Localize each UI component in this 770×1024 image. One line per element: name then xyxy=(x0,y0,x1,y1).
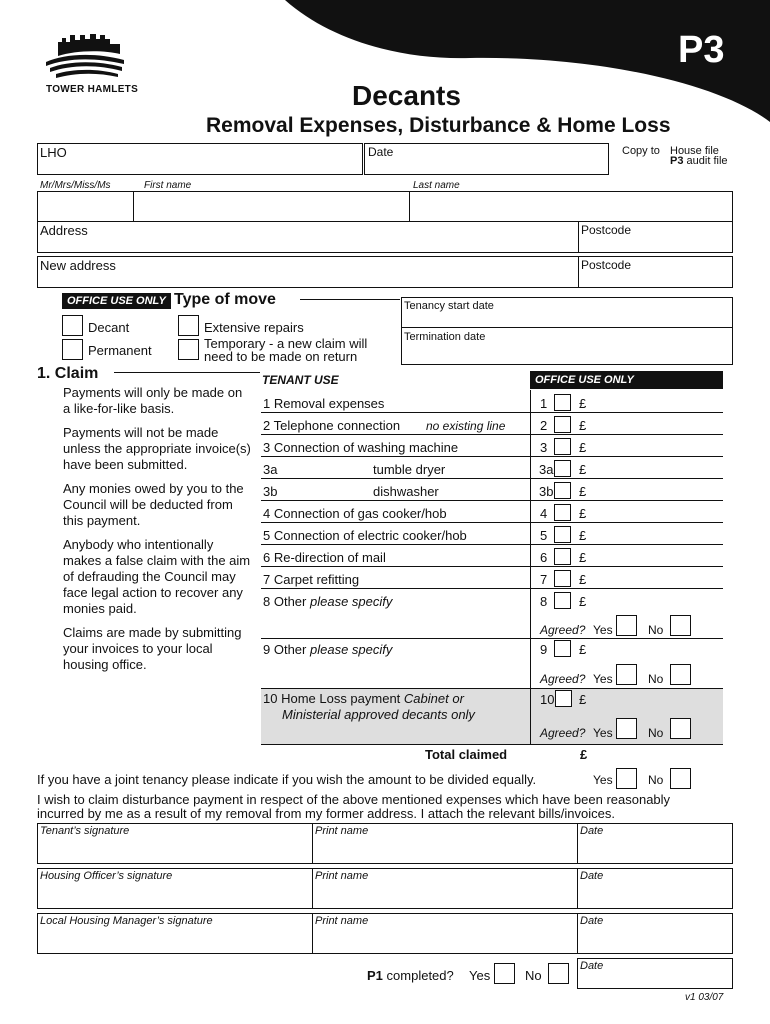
item-3a-checkbox[interactable] xyxy=(554,460,571,477)
row-rule-4 xyxy=(261,478,723,479)
row-rule-9 xyxy=(261,588,723,589)
item-8-label xyxy=(263,594,392,609)
postcode-field[interactable] xyxy=(578,221,733,253)
item-9-text: 9 Other xyxy=(263,642,307,657)
claim-note: Anybody who intentionally makes a false claim with the aim of defrauding the Council may face legal action to recover any monies paid. xyxy=(63,537,251,616)
manager-print-name-field[interactable] xyxy=(312,913,578,954)
housing-officer-date-field[interactable] xyxy=(577,868,733,909)
termination-date-field[interactable] xyxy=(401,327,733,365)
audit-file-code: P3 xyxy=(670,155,684,167)
manager-print-name-label: Print name xyxy=(315,915,369,927)
item-3b-label: 3b xyxy=(263,484,278,499)
new-address-label: New address xyxy=(40,258,116,273)
declaration-line-2: incurred by me as a result of my removal from my former address. I attach the relevant bills/invoices. xyxy=(37,806,615,821)
claim-note: Payments will only be made on a like-for-like basis. xyxy=(63,385,243,416)
tenancy-start-date-field[interactable] xyxy=(401,297,733,328)
item-10-currency: £ xyxy=(579,692,587,707)
item-8-specify: please specify xyxy=(309,594,393,609)
item-10-agreed-label: Agreed? xyxy=(540,726,586,740)
housing-officer-print-name-field[interactable] xyxy=(312,868,578,909)
tenancy-start-label: Tenancy start date xyxy=(404,300,494,312)
item-3b-sub: dishwasher xyxy=(373,484,439,499)
claims-divider xyxy=(530,390,531,745)
item-10-agreed-yes-checkbox[interactable] xyxy=(616,718,637,739)
last-name-label: Last name xyxy=(413,180,460,191)
p1-yes-checkbox[interactable] xyxy=(494,963,515,984)
claim-heading: 1. Claim xyxy=(37,365,99,382)
item-5-code: 5 xyxy=(540,528,548,543)
page-title: Decants xyxy=(352,80,461,111)
p1-no-label: No xyxy=(525,968,542,983)
item-10-no-label: No xyxy=(648,726,664,740)
item-2-label: 2 Telephone connection xyxy=(263,418,401,433)
row-rule-11 xyxy=(261,688,723,689)
item-8-agreed-no-checkbox[interactable] xyxy=(670,615,691,636)
address-field[interactable] xyxy=(37,221,579,253)
termination-label: Termination date xyxy=(404,331,486,343)
tenant-signature-field[interactable] xyxy=(37,823,313,864)
version-label: v1 03/07 xyxy=(685,992,724,1003)
item-1-checkbox[interactable] xyxy=(554,394,571,411)
decant-label: Decant xyxy=(88,320,130,335)
row-rule-3 xyxy=(261,456,723,457)
claim-note: Claims are made by submitting your invoices to your local housing office. xyxy=(63,625,242,672)
item-9-no-label: No xyxy=(648,672,664,686)
last-name-field[interactable] xyxy=(409,191,733,222)
item-10-yes-label: Yes xyxy=(593,726,613,740)
total-claimed-label: Total claimed xyxy=(425,747,508,762)
item-7-currency: £ xyxy=(579,572,587,587)
item-2-currency: £ xyxy=(579,418,587,433)
item-8-no-label: No xyxy=(648,623,664,637)
item-8-text: 8 Other xyxy=(263,594,307,609)
address-label: Address xyxy=(40,223,88,238)
audit-file-text: audit file xyxy=(686,155,728,167)
row-rule-2 xyxy=(261,434,723,435)
tenant-signature-label: Tenant’s signature xyxy=(40,825,130,837)
item-2-checkbox[interactable] xyxy=(554,416,571,433)
joint-no-checkbox[interactable] xyxy=(670,768,691,789)
row-rule-6 xyxy=(261,522,723,523)
item-1-currency: £ xyxy=(579,396,587,411)
item-6-code: 6 xyxy=(540,550,548,565)
housing-officer-print-name-label: Print name xyxy=(315,870,369,882)
title-label: Mr/Mrs/Miss/Ms xyxy=(40,180,111,191)
decant-checkbox[interactable] xyxy=(62,315,83,336)
temporary-label-line2: need to be made on return xyxy=(204,349,358,364)
title-field[interactable] xyxy=(37,191,134,222)
logo-text: TOWER HAMLETS xyxy=(46,84,139,95)
temporary-checkbox[interactable] xyxy=(178,339,199,360)
item-8-agreed-yes-checkbox[interactable] xyxy=(616,615,637,636)
item-3-label: 3 Connection of washing machine xyxy=(263,440,459,455)
row-rule-8 xyxy=(261,566,723,567)
joint-tenancy-question: If you have a joint tenancy please indicate if you wish the amount to be divided equally. xyxy=(37,772,537,787)
p1-text: completed? xyxy=(386,968,454,983)
item-3-checkbox[interactable] xyxy=(554,438,571,455)
row-rule-12 xyxy=(261,744,723,745)
p1-date-field[interactable] xyxy=(577,958,733,989)
p1-date-label: Date xyxy=(580,960,604,972)
item-9-currency: £ xyxy=(579,642,587,657)
declaration-line-1: I wish to claim disturbance payment in respect of the above mentioned expenses which have been reasonably xyxy=(37,792,671,807)
item-9-agreed-yes-checkbox[interactable] xyxy=(616,664,637,685)
row-rule-7 xyxy=(261,544,723,545)
item-4-code: 4 xyxy=(540,506,548,521)
claim-heading-rule xyxy=(114,372,260,373)
manager-date-field[interactable] xyxy=(577,913,733,954)
item-1-label: 1 Removal expenses xyxy=(263,396,385,411)
tenant-print-name-label: Print name xyxy=(315,825,369,837)
item-6-label: 6 Re-direction of mail xyxy=(263,550,386,565)
item-8-currency: £ xyxy=(579,594,587,609)
item-5-label: 5 Connection of electric cooker/hob xyxy=(263,528,467,543)
type-of-move-heading: Type of move xyxy=(174,291,276,308)
item-2-code: 2 xyxy=(540,418,548,433)
claim-note: Payments will not be made unless the appropriate invoice(s) have been submitted. xyxy=(63,425,251,472)
copy-to-label: Copy to xyxy=(622,145,660,157)
copy-to-house-file: House file xyxy=(670,145,719,157)
item-2-extra: no existing line xyxy=(426,419,506,433)
item-4-currency: £ xyxy=(579,506,587,521)
item-3b-checkbox[interactable] xyxy=(554,482,571,499)
item-8-yes-label: Yes xyxy=(593,623,613,637)
extensive-repairs-label: Extensive repairs xyxy=(204,320,304,335)
item-10-qualifier: Cabinet or xyxy=(403,691,464,706)
item-10-code: 10 xyxy=(540,692,555,707)
item-10-agreed-no-checkbox[interactable] xyxy=(670,718,691,739)
tenant-date-label: Date xyxy=(580,825,604,837)
item-9-code: 9 xyxy=(540,642,548,657)
p1-code: P1 xyxy=(367,968,383,983)
item-9-yes-label: Yes xyxy=(593,672,613,686)
item-9-specify: please specify xyxy=(309,642,393,657)
item-10-label-line2: Ministerial approved decants only xyxy=(282,707,475,722)
permanent-checkbox[interactable] xyxy=(62,339,83,360)
joint-yes-label: Yes xyxy=(593,773,613,787)
item-4-checkbox[interactable] xyxy=(554,504,571,521)
item-8-code: 8 xyxy=(540,594,548,609)
item-3-code: 3 xyxy=(540,440,548,455)
office-use-only-badge-move: OFFICE USE ONLY xyxy=(62,293,171,309)
item-6-checkbox[interactable] xyxy=(554,548,571,565)
claim-note: Any monies owed by you to the Council will be deducted from this payment. xyxy=(63,481,244,528)
office-use-only-badge-claim: OFFICE USE ONLY xyxy=(530,371,723,389)
item-3-currency: £ xyxy=(579,440,587,455)
item-10-checkbox[interactable] xyxy=(555,690,572,707)
new-postcode-field[interactable] xyxy=(578,256,733,288)
item-5-currency: £ xyxy=(579,528,587,543)
housing-officer-signature-label: Housing Officer’s signature xyxy=(40,870,173,882)
manager-signature-field[interactable] xyxy=(37,913,313,954)
lho-label: LHO xyxy=(40,145,67,160)
date-field[interactable] xyxy=(364,143,609,175)
item-7-label: 7 Carpet refitting xyxy=(263,572,360,587)
item-10-label-line1 xyxy=(263,691,464,706)
item-1-code: 1 xyxy=(540,396,548,411)
claim-notes xyxy=(63,385,253,681)
new-address-field[interactable] xyxy=(37,256,579,288)
joint-no-label: No xyxy=(648,773,664,787)
row-rule-1 xyxy=(261,412,723,413)
manager-date-label: Date xyxy=(580,915,604,927)
date-label: Date xyxy=(368,145,394,159)
lho-field[interactable] xyxy=(37,143,363,175)
item-3a-currency: £ xyxy=(579,462,587,477)
item-9-checkbox[interactable] xyxy=(554,640,571,657)
item-9-agreed-label: Agreed? xyxy=(540,672,586,686)
item-3b-currency: £ xyxy=(579,484,587,499)
item-9-agreed-no-checkbox[interactable] xyxy=(670,664,691,685)
item-3a-sub: tumble dryer xyxy=(373,462,446,477)
total-claimed-currency: £ xyxy=(580,747,588,762)
page-subtitle: Removal Expenses, Disturbance & Home Loss xyxy=(206,114,671,137)
manager-signature-label: Local Housing Manager’s signature xyxy=(40,915,213,927)
item-10-text: 10 Home Loss payment xyxy=(263,691,401,706)
item-9-label xyxy=(263,642,392,657)
item-8-checkbox[interactable] xyxy=(554,592,571,609)
item-8-agreed-label: Agreed? xyxy=(540,623,586,637)
housing-officer-signature-field[interactable] xyxy=(37,868,313,909)
p1-no-checkbox[interactable] xyxy=(548,963,569,984)
tenant-date-field[interactable] xyxy=(577,823,733,864)
joint-yes-checkbox[interactable] xyxy=(616,768,637,789)
item-7-checkbox[interactable] xyxy=(554,570,571,587)
row-rule-10 xyxy=(261,638,723,639)
new-postcode-label: Postcode xyxy=(581,258,632,272)
temporary-label-line1: Temporary - a new claim will xyxy=(204,336,368,351)
item-4-label: 4 Connection of gas cooker/hob xyxy=(263,506,447,521)
p1-yes-label: Yes xyxy=(469,968,491,983)
row-rule-5 xyxy=(261,500,723,501)
extensive-repairs-checkbox[interactable] xyxy=(178,315,199,336)
tenant-print-name-field[interactable] xyxy=(312,823,578,864)
tenant-use-heading: TENANT USE xyxy=(262,373,339,387)
item-6-currency: £ xyxy=(579,550,587,565)
form-code: P3 xyxy=(678,29,725,71)
housing-officer-date-label: Date xyxy=(580,870,604,882)
item-3a-code: 3a xyxy=(539,462,554,477)
permanent-label: Permanent xyxy=(88,343,152,358)
copy-to-audit-file xyxy=(670,155,728,168)
postcode-label: Postcode xyxy=(581,223,632,237)
tower-hamlets-logo-icon xyxy=(44,30,126,80)
first-name-field[interactable] xyxy=(133,191,410,222)
item-5-checkbox[interactable] xyxy=(554,526,571,543)
item-3b-code: 3b xyxy=(539,484,554,499)
first-name-label: First name xyxy=(144,180,192,191)
type-of-move-rule xyxy=(300,299,400,300)
item-3a-label: 3a xyxy=(263,462,278,477)
item-7-code: 7 xyxy=(540,572,548,587)
p1-completed-label xyxy=(367,968,454,983)
